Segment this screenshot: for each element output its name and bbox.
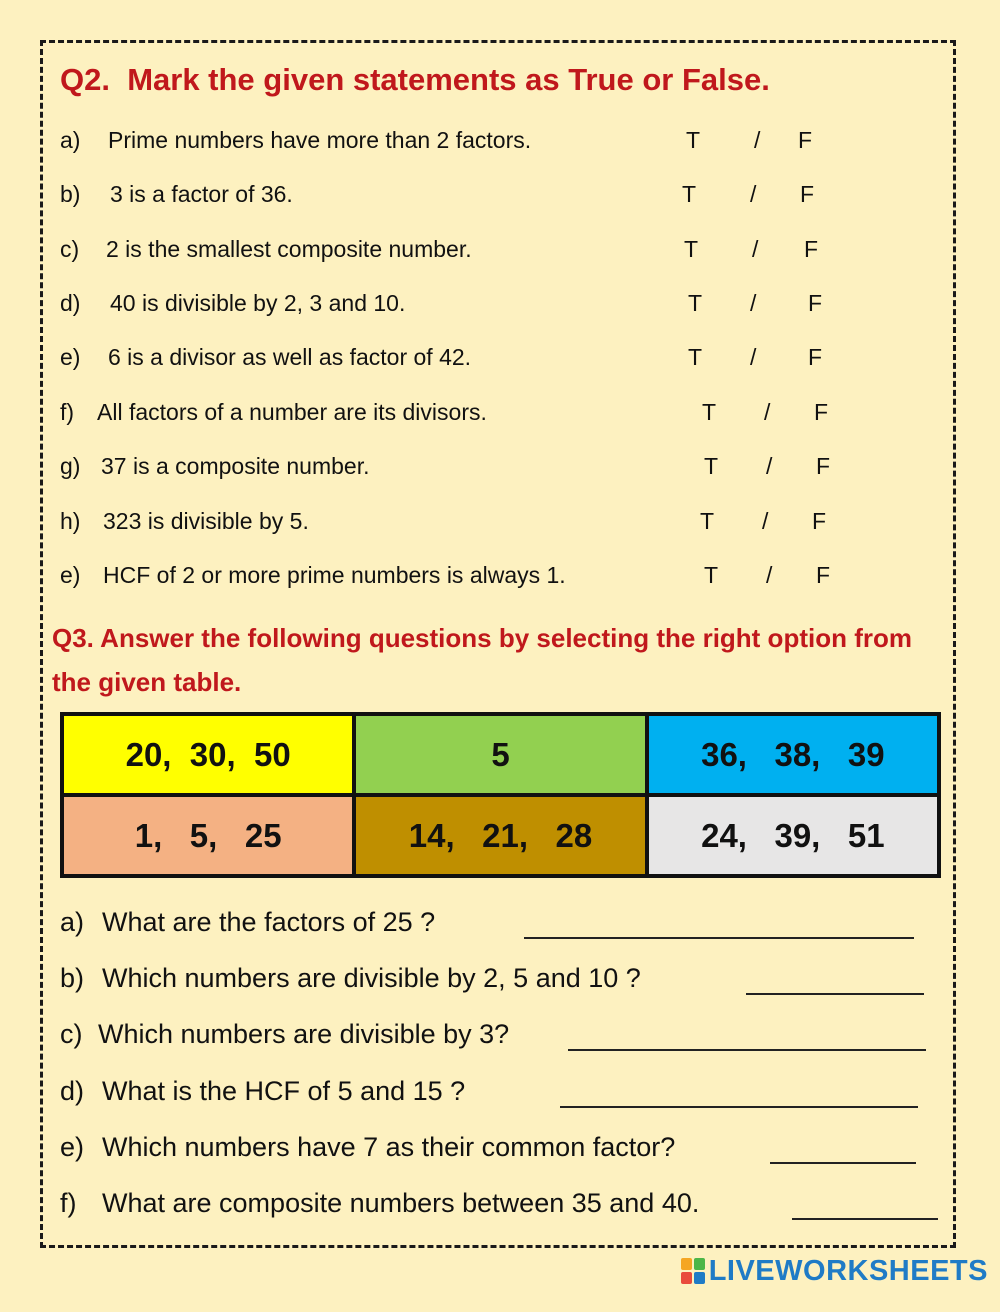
tf-statement: 323 is divisible by 5. [103, 508, 309, 534]
option-cell[interactable]: 24, 39, 51 [649, 797, 937, 874]
tf-statement: 37 is a composite number. [101, 453, 370, 479]
tf-label: c) [60, 236, 80, 262]
question-label: c) [60, 1019, 83, 1049]
false-option[interactable]: F [808, 344, 823, 370]
option-cell[interactable]: 1, 5, 25 [64, 797, 352, 874]
question-text: What are the factors of 25 ? [102, 907, 436, 937]
answer-blank[interactable] [770, 1162, 916, 1164]
false-option[interactable]: F [816, 562, 831, 588]
tf-row-h [60, 508, 940, 540]
tf-row-e [60, 344, 940, 376]
question-label: f) [60, 1188, 77, 1218]
true-option[interactable]: T [682, 181, 697, 207]
false-option[interactable]: F [808, 290, 823, 316]
q2-title: Q2. Mark the given statements as True or False. [60, 62, 770, 97]
separator: / [764, 399, 771, 425]
question-text: What is the HCF of 5 and 15 ? [102, 1076, 466, 1106]
answer-blank[interactable] [568, 1049, 926, 1051]
true-option[interactable]: T [702, 399, 717, 425]
liveworksheets-logo-icon [681, 1258, 705, 1284]
tf-label: e) [60, 344, 81, 370]
tf-row-f [60, 399, 940, 431]
tf-label: e) [60, 562, 81, 588]
false-option[interactable]: F [804, 236, 819, 262]
question-row-d [60, 1076, 950, 1112]
answer-blank[interactable] [524, 937, 914, 939]
separator: / [762, 508, 769, 534]
tf-label: f) [60, 399, 75, 425]
false-option[interactable]: F [816, 453, 831, 479]
true-option[interactable]: T [700, 508, 715, 534]
question-label: e) [60, 1132, 85, 1162]
false-option[interactable]: F [814, 399, 829, 425]
true-option[interactable]: T [686, 127, 701, 153]
options-table [60, 712, 941, 878]
tf-statement: All factors of a number are its divisors. [97, 399, 487, 425]
question-row-e [60, 1132, 950, 1168]
answer-blank[interactable] [746, 993, 924, 995]
tf-statement: 2 is the smallest composite number. [106, 236, 472, 262]
liveworksheets-logo [681, 1254, 988, 1288]
true-option[interactable]: T [704, 453, 719, 479]
option-cell[interactable]: 5 [356, 716, 644, 793]
false-option[interactable]: F [800, 181, 815, 207]
true-option[interactable]: T [688, 290, 703, 316]
tf-row-c [60, 236, 940, 268]
separator: / [754, 127, 761, 153]
answer-blank[interactable] [560, 1106, 918, 1108]
false-option[interactable]: F [798, 127, 813, 153]
tf-statement: 6 is a divisor as well as factor of 42. [108, 344, 472, 370]
tf-statement: HCF of 2 or more prime numbers is always 1. [103, 562, 566, 588]
question-label: d) [60, 1076, 85, 1106]
true-option[interactable]: T [688, 344, 703, 370]
tf-statement: Prime numbers have more than 2 factors. [108, 127, 532, 153]
true-option[interactable]: T [684, 236, 699, 262]
logo-text: LIVEWORKSHEETS [708, 1254, 988, 1287]
separator: / [766, 453, 773, 479]
question-label: a) [60, 907, 85, 937]
separator: / [750, 181, 757, 207]
tf-row-b [60, 181, 940, 213]
tf-label: a) [60, 127, 81, 153]
question-row-a [60, 907, 950, 943]
question-text: What are composite numbers between 35 and 40. [102, 1188, 700, 1218]
question-row-c [60, 1019, 950, 1055]
separator: / [750, 290, 757, 316]
true-option[interactable]: T [704, 562, 719, 588]
q3-title: Q3. Answer the following questions by selecting the right option from the given table. [52, 623, 912, 697]
question-row-f [60, 1188, 950, 1224]
false-option[interactable]: F [812, 508, 827, 534]
tf-row-g [60, 453, 940, 485]
question-text: Which numbers have 7 as their common factor? [102, 1132, 676, 1162]
tf-label: h) [60, 508, 81, 534]
tf-statement: 40 is divisible by 2, 3 and 10. [110, 290, 406, 316]
tf-label: g) [60, 453, 81, 479]
separator: / [750, 344, 757, 370]
option-cell[interactable]: 36, 38, 39 [649, 716, 937, 793]
option-cell[interactable]: 20, 30, 50 [64, 716, 352, 793]
tf-row-i [60, 562, 940, 594]
answer-blank[interactable] [792, 1218, 938, 1220]
tf-label: b) [60, 181, 81, 207]
question-text: Which numbers are divisible by 3? [98, 1019, 510, 1049]
question-label: b) [60, 963, 85, 993]
tf-statement: 3 is a factor of 36. [110, 181, 293, 207]
question-text: Which numbers are divisible by 2, 5 and 10 ? [102, 963, 641, 993]
tf-row-a [60, 127, 940, 159]
separator: / [766, 562, 773, 588]
tf-row-d [60, 290, 940, 322]
separator: / [752, 236, 759, 262]
question-row-b [60, 963, 950, 999]
tf-label: d) [60, 290, 81, 316]
option-cell[interactable]: 14, 21, 28 [356, 797, 644, 874]
